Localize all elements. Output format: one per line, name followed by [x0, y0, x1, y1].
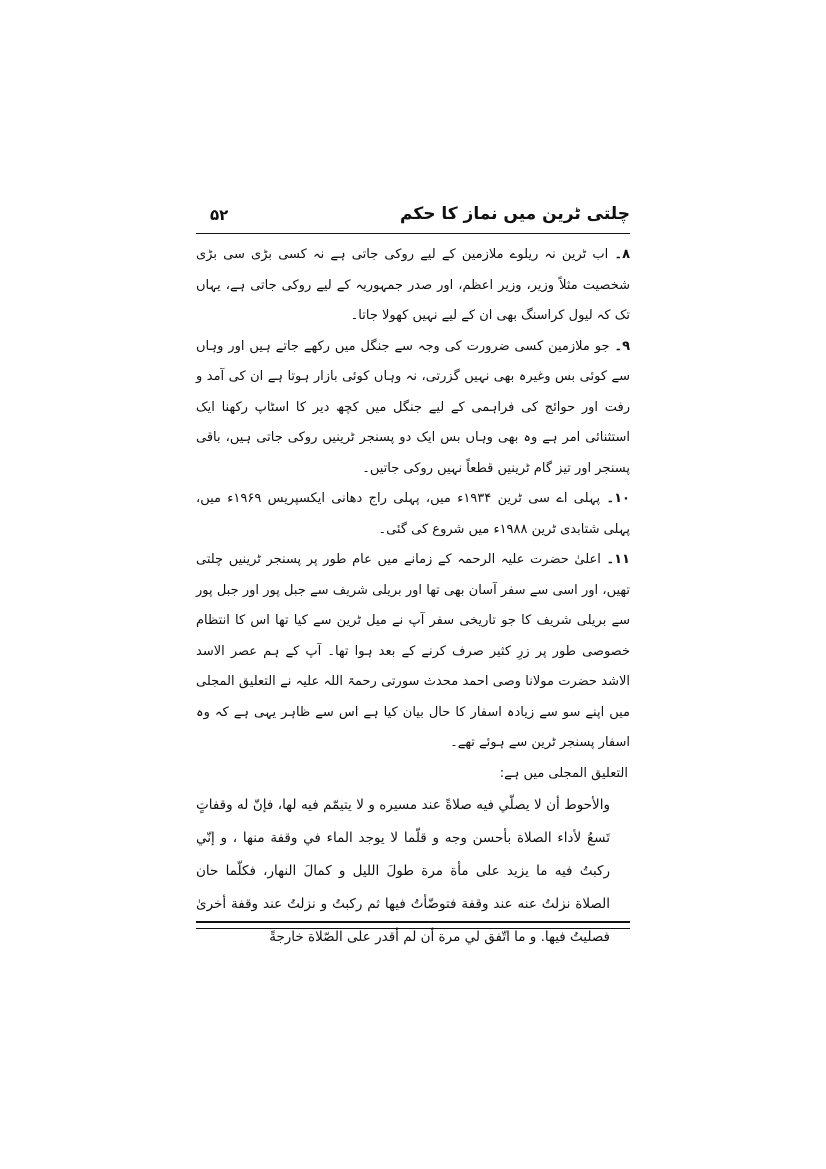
page-number: ۵۲ — [210, 206, 229, 224]
paragraph-11 — [196, 545, 630, 759]
footer-rule-thin — [196, 928, 630, 929]
paragraph-number: ۱۰۔ — [606, 491, 630, 506]
paragraph-text: اب ٹرین نہ ریلوے ملازمین کے لیے روکی جاتی ہے نہ کسی بڑی سی بڑی شخصیت مثلاً وزیر، وزیر اعظم، اور صدر جمہوریہ کے لیے روکی جاتی ہے، یہاں تک کہ لیول کراسنگ بھی ان کے لیے نہیں کھولا جاتا۔ — [196, 247, 630, 323]
paragraph-8 — [196, 240, 630, 332]
paragraph-10 — [196, 484, 630, 545]
paragraph-text: اعلیٰ حضرت علیہ الرحمہ کے زمانے میں عام طور پر پسنجر ٹرینیں چلتی تھیں، اور اسی سے سفر آسان بھی تھا اور بریلی شریف سے جبل پور اور جبل پور سے بریلی شریف کا جو تاریخی سفر آپ نے میل ٹرین سے کیا تھا اس کا انتظام خصوصی طور پر زرِ کثیر صرف کرنے کے بعد ہوا تھا۔ آپ کے ہم عصر الاسد الاشد حضرت مولانا وصی احمد محدث سورتی رحمۃ اللہ علیہ نے التعلیق المجلی میں اپنے سو سے زیادہ اسفار کا حال بیان کیا ہے اس سے ظاہر یہی ہے کہ وہ اسفار پسنجر ٹرین سے ہوئے تھے۔ — [196, 552, 630, 750]
arabic-quotation: والأحوط أن لا يصلّي فيه صلاةً عند مسيره و لا يتيمّم فيه لها، فإنّ له وقفاتٍ تَسعُ لأداء الصلاة بأحسن وجه و قلّما لا يوجد الماء في وقفة منها ، و إنّي ركبتُ فيه ما يزيد على مأة مرة طولَ الليل و كمالَ النهار، فكلّما حان الصلاة نزلتُ عنه عند وقفة فتوضّأتُ فيها ثم ركبتُ و نزلتُ عند وقفة أخرىٰ فصليتُ فيها. و ما اتّفق لي مرة أن لم أقدر على الصّلاة خارجةً — [196, 797, 610, 945]
paragraph-9 — [196, 332, 630, 485]
paragraph-text: پہلی اے سی ٹرین ۱۹۳۴ء میں، پہلی راج دھانی ایکسپریس ۱۹۶۹ء میں، پہلی شتابدی ٹرین ۱۹۸۸ء میں شروع کی گئی۔ — [196, 491, 630, 537]
running-title: چلتی ٹرین میں نماز کا حکم — [399, 204, 630, 224]
paragraph-number: ۱۱۔ — [606, 552, 630, 567]
header-rule — [196, 233, 630, 234]
paragraph-text: جو ملازمین کسی ضرورت کی وجہ سے جنگل میں رکھے جاتے ہیں اور وہاں سے کوئی بس وغیرہ بھی نہیں گزرتی، نہ وہاں کوئی بازار ہوتا ہے ان کی آمد و رفت اور حوائج کی فراہمی کے لیے جنگل میں کچھ دیر کا اسٹاپ رکھنا ایک استثنائی امر ہے وہ بھی وہاں بس ایک دو پسنجر ٹرینیں روکی جاتی ہیں، باقی پسنجر اور تیز گام ٹرینیں قطعاً نہیں روکی جاتیں۔ — [196, 338, 630, 476]
footer-rule-thick — [196, 921, 630, 923]
quote-source-heading: التعلیق المجلی میں ہے: — [499, 765, 628, 781]
paragraph-number: ۹۔ — [614, 338, 630, 354]
page-header — [196, 200, 630, 234]
main-text — [196, 240, 630, 954]
book-page — [196, 200, 630, 945]
paragraph-number: ۸۔ — [614, 247, 630, 262]
